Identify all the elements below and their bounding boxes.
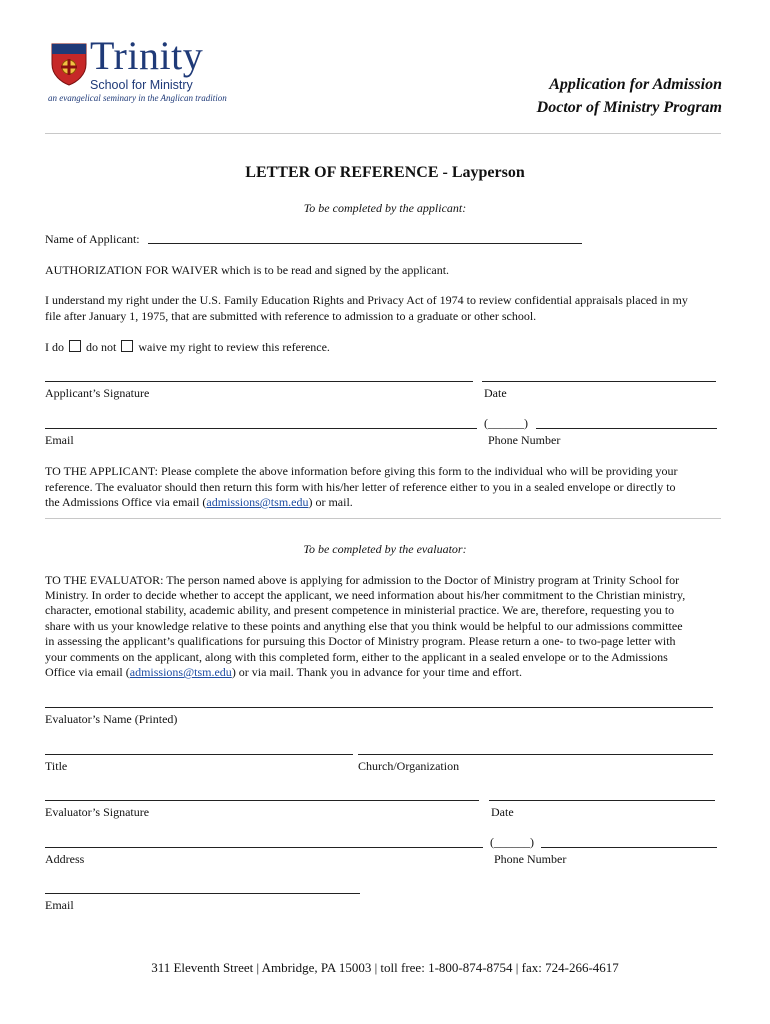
applicant-phone-prefix: (______) — [484, 416, 528, 430]
church-field[interactable] — [358, 754, 713, 755]
eval-line-6: your comments on the applicant, along with this completed form, either to the applicant in a sealed envelope or to the Admissions — [45, 650, 668, 664]
section-divider — [45, 518, 721, 519]
evaluator-date-label: Date — [491, 805, 514, 819]
authorization-text: AUTHORIZATION FOR WAIVER which is to be read and signed by the applicant. — [45, 263, 450, 277]
to-applicant-line-3 — [45, 495, 353, 510]
evaluator-note: To be completed by the evaluator: — [303, 542, 467, 556]
shield-icon — [50, 42, 88, 86]
eval-line-2: Ministry. In order to decide whether to accept the applicant, we need information about his/her commitment to the Christian ministry, — [45, 588, 686, 602]
evaluator-email-field[interactable] — [45, 893, 360, 894]
admissions-email-link[interactable]: admissions@tsm.edu — [206, 495, 309, 509]
do-not-label: do not — [86, 340, 117, 354]
form-heading: LETTER OF REFERENCE - Layperson — [245, 164, 525, 181]
waive-label: waive my right to review this reference. — [138, 340, 330, 354]
church-label: Church/Organization — [358, 759, 460, 773]
applicant-email-label: Email — [45, 433, 74, 447]
logo-tagline: an evangelical seminary in the Anglican tradition — [48, 93, 227, 103]
applicant-signature-field[interactable] — [45, 381, 473, 382]
i-do-checkbox[interactable] — [69, 340, 81, 352]
logo-name: Trinity — [90, 33, 204, 78]
address-label: Address — [45, 852, 85, 866]
to-applicant-line-1: TO THE APPLICANT: Please complete the above information before giving this form to the individual who will be providing your — [45, 464, 678, 478]
applicant-phone-label: Phone Number — [488, 433, 561, 447]
applicant-email-field[interactable] — [45, 428, 477, 429]
evaluator-name-field[interactable] — [45, 707, 713, 708]
i-do-label: I do — [45, 340, 64, 354]
applicant-phone-field[interactable] — [536, 428, 717, 429]
eval-line-5: in assessing the applicant’s qualifications for pursuing this Doctor of Ministry program. Please return a one- to two-page letter with — [45, 634, 676, 648]
title-label: Title — [45, 759, 68, 773]
applicant-date-field[interactable] — [482, 381, 716, 382]
address-field[interactable] — [45, 847, 483, 848]
waiver-choice — [45, 340, 330, 355]
header-title: Application for Admission — [549, 76, 722, 93]
evaluator-signature-label: Evaluator’s Signature — [45, 805, 150, 819]
footer-address: 311 Eleventh Street | Ambridge, PA 15003 | toll free: 1-800-874-8754 | fax: 724-266-4617 — [151, 960, 619, 975]
understand-line-2: file after January 1, 1975, that are submitted with reference to admission to a graduate or other school. — [45, 309, 537, 323]
eval-line-1: TO THE EVALUATOR: The person named above is applying for admission to the Doctor of Ministry program at Trinity School for — [45, 573, 680, 587]
evaluator-phone-prefix: (______) — [490, 835, 534, 849]
title-field[interactable] — [45, 754, 353, 755]
to-applicant-line-3b: ) or mail. — [308, 495, 353, 509]
eval-line-7a: Office via email ( — [45, 665, 130, 679]
logo-school: School for Ministry — [90, 78, 193, 92]
evaluator-admissions-email-link[interactable]: admissions@tsm.edu — [129, 665, 232, 679]
evaluator-date-field[interactable] — [489, 800, 715, 801]
header-subtitle: Doctor of Ministry Program — [536, 99, 722, 116]
applicant-note: To be completed by the applicant: — [303, 201, 467, 215]
header-divider — [45, 133, 721, 134]
do-not-checkbox[interactable] — [121, 340, 133, 352]
evaluator-email-label: Email — [45, 898, 74, 912]
logo — [48, 33, 248, 106]
understand-line-1: I understand my right under the U.S. Family Education Rights and Privacy Act of 1974 to review confidential appraisals placed in my — [45, 293, 688, 307]
evaluator-phone-field[interactable] — [541, 847, 717, 848]
eval-line-3: character, emotional stability, academic ability, and present competence in ministerial practice. We are, therefore, requesting you to — [45, 603, 675, 617]
eval-line-7 — [45, 665, 522, 680]
name-field[interactable] — [148, 243, 582, 244]
applicant-date-label: Date — [484, 386, 507, 400]
to-applicant-line-3a: the Admissions Office via email ( — [45, 495, 207, 509]
evaluator-phone-label: Phone Number — [494, 852, 567, 866]
to-applicant-line-2: reference. The evaluator should then return this form with his/her letter of reference either to you in a sealed envelope or directly to — [45, 480, 676, 494]
name-label: Name of Applicant: — [45, 232, 140, 246]
evaluator-signature-field[interactable] — [45, 800, 479, 801]
eval-line-4: share with us your knowledge relative to these points and anything else that you think would be helpful to our admissions committee — [45, 619, 683, 633]
applicant-signature-label: Applicant’s Signature — [45, 386, 150, 400]
evaluator-name-label: Evaluator’s Name (Printed) — [45, 712, 178, 726]
eval-line-7b: ) or via mail. Thank you in advance for your time and effort. — [231, 665, 522, 679]
